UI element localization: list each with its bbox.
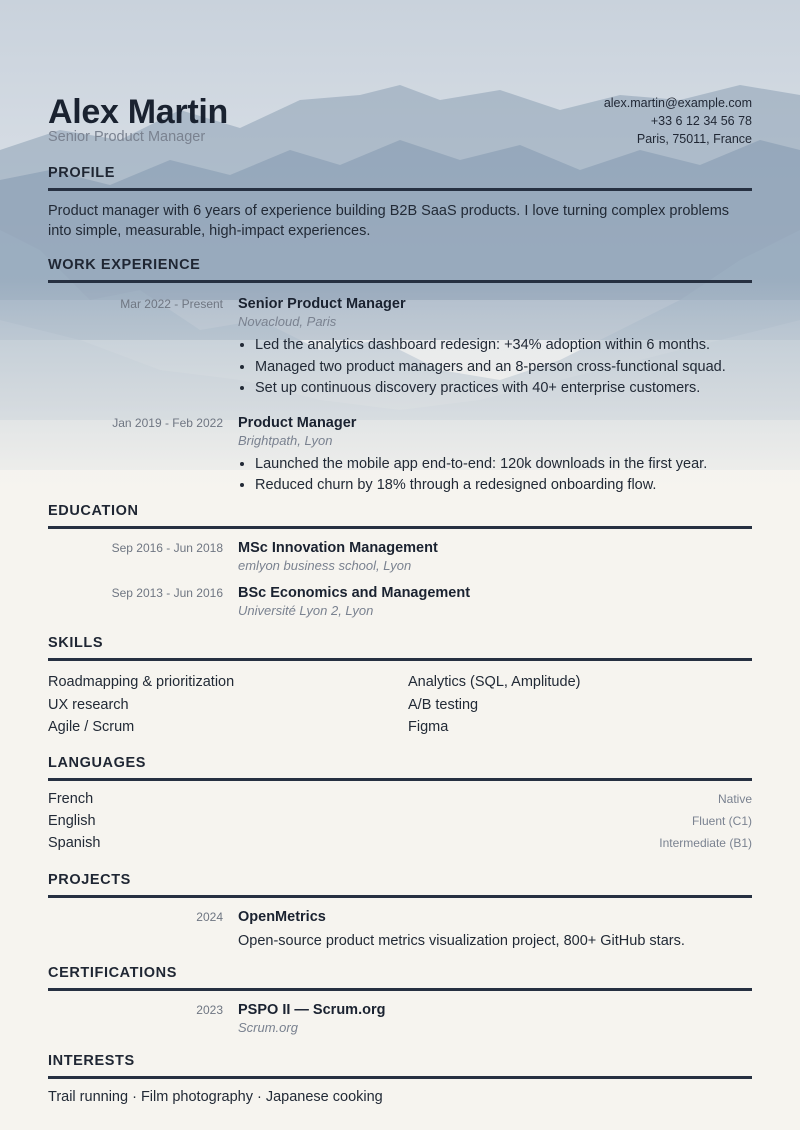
section-title-profile: PROFILE: [48, 165, 752, 191]
certification-name: PSPO II — Scrum.org: [238, 1002, 386, 1018]
education-school: emlyon business school, Lyon: [238, 558, 412, 573]
work-bullet: • Launched the mobile app end-to-end: 120k downloads in the first year.: [255, 454, 752, 476]
language-row: [48, 791, 752, 813]
project-name: OpenMetrics: [238, 909, 326, 925]
resume-header: [48, 0, 752, 150]
work-bullet: • Set up continuous discovery practices with 40+ enterprise customers.: [255, 378, 752, 400]
language-level: Native: [717, 792, 752, 806]
section-title-languages: LANGUAGES: [48, 755, 752, 781]
work-company: Novacloud, Paris: [238, 314, 337, 329]
section-title-education: EDUCATION: [48, 503, 752, 529]
skill-item: A/B testing: [408, 696, 479, 713]
work-dates: Mar 2022 - Present: [120, 297, 223, 311]
work-bullet: • Managed two product managers and an 8-person cross-functional squad.: [255, 357, 752, 379]
work-role: Product Manager: [238, 414, 357, 431]
project-year: 2024: [196, 910, 223, 924]
work-role: Senior Product Manager: [238, 296, 406, 312]
skills-section: [48, 635, 752, 739]
work-bullet: • Reduced churn by 18% through a redesigned onboarding flow.: [255, 475, 752, 497]
projects-section: [48, 872, 752, 951]
certification-entry: [48, 1001, 752, 1036]
work-bullets: [238, 454, 752, 497]
skill-item: Agile / Scrum: [48, 719, 135, 735]
work-bullet: • Led the analytics dashboard redesign: +34% adoption within 6 months.: [255, 335, 752, 357]
contact-block: [604, 94, 752, 148]
education-school: Université Lyon 2, Lyon: [238, 603, 374, 618]
section-title-skills: SKILLS: [48, 635, 752, 661]
interests-text: Trail running · Film photography · Japanese cooking: [48, 1089, 383, 1105]
project-entry: [48, 908, 752, 951]
section-title-projects: PROJECTS: [48, 872, 752, 898]
education-dates: Sep 2013 - Jun 2016: [111, 586, 223, 600]
skills-list: [48, 671, 752, 739]
languages-list: [48, 791, 752, 857]
language-name: Spanish: [48, 835, 101, 851]
education-entry: [48, 539, 752, 574]
work-company: Brightpath, Lyon: [238, 432, 333, 448]
section-title-interests: INTERESTS: [48, 1053, 752, 1079]
education-entry: [48, 584, 752, 619]
education-dates: Sep 2016 - Jun 2018: [111, 541, 223, 555]
work-entry: [48, 295, 752, 400]
certifications-section: [48, 965, 752, 1036]
language-row: [48, 835, 752, 857]
work-bullets: [238, 335, 752, 400]
section-title-certifications: CERTIFICATIONS: [48, 965, 752, 991]
contact-email[interactable]: alex.martin@example.com: [603, 96, 752, 110]
languages-section: [48, 755, 752, 857]
contact-phone[interactable]: +33 6 12 34 56 78: [650, 114, 752, 128]
language-level: Intermediate (B1): [659, 836, 752, 850]
certification-issuer: Scrum.org: [238, 1020, 298, 1035]
language-level: Fluent (C1): [691, 814, 752, 828]
certification-year: 2023: [196, 1003, 223, 1017]
skill-item: Figma: [408, 719, 449, 735]
skill-item: Analytics (SQL, Amplitude): [408, 674, 581, 690]
work-entry: [48, 414, 752, 497]
candidate-name: Alex Martin: [48, 93, 228, 131]
section-title-work: WORK EXPERIENCE: [48, 257, 752, 283]
work-experience-section: [48, 257, 752, 497]
language-row: [48, 813, 752, 835]
language-name: English: [48, 813, 96, 829]
interests-section: [48, 1053, 752, 1105]
candidate-headline: Senior Product Manager: [48, 129, 206, 145]
education-degree: BSc Economics and Management: [238, 585, 471, 601]
language-name: French: [48, 791, 94, 807]
education-section: [48, 503, 752, 619]
skill-item: Roadmapping & prioritization: [48, 674, 235, 690]
profile-text: Product manager with 6 years of experience building B2B SaaS products. I love turning complex problems into simple, measurable, high-impact experiences.: [48, 203, 730, 239]
contact-location: Paris, 75011, France: [636, 132, 752, 146]
skill-item: UX research: [48, 696, 129, 713]
education-degree: MSc Innovation Management: [238, 540, 438, 556]
project-description: Open-source product metrics visualization project, 800+ GitHub stars.: [238, 933, 685, 949]
work-dates: Jan 2019 - Feb 2022: [112, 415, 223, 430]
profile-section: [48, 165, 752, 241]
